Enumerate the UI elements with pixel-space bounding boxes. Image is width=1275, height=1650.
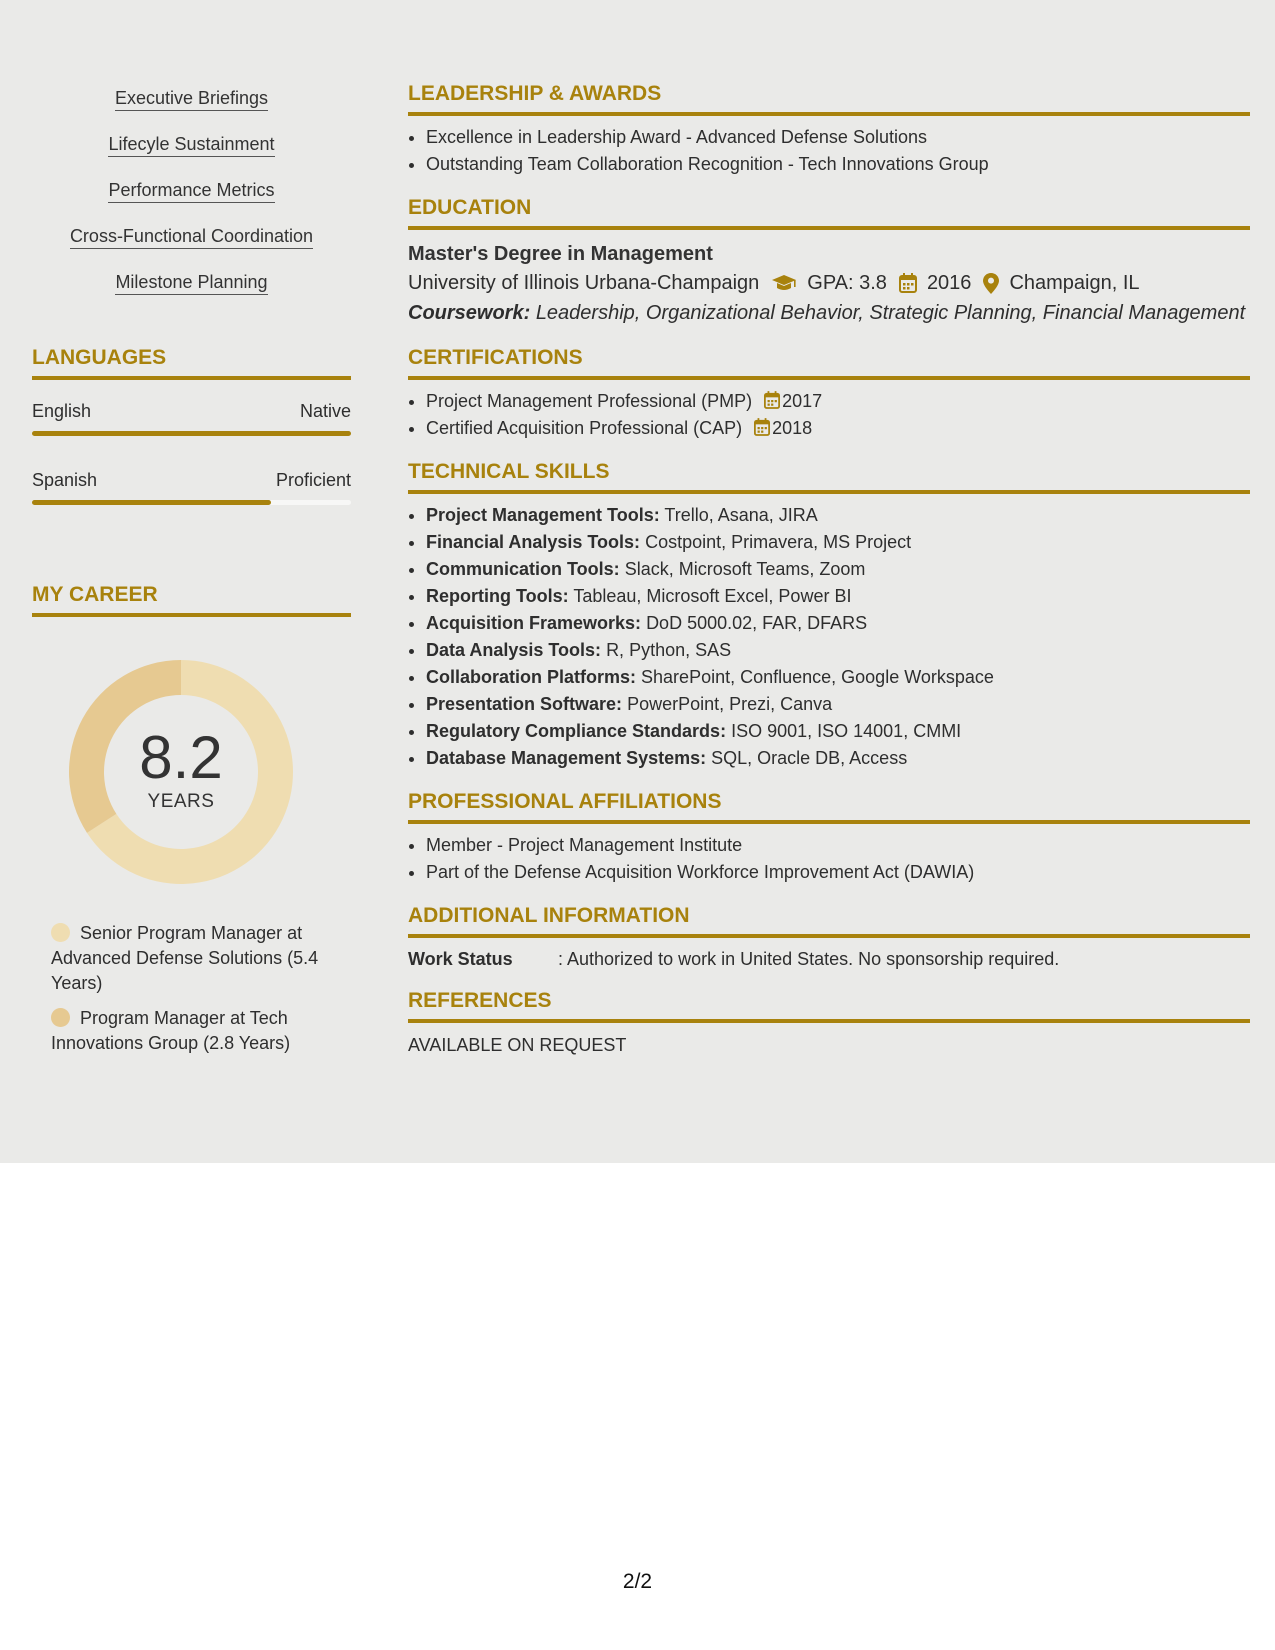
language-bar-fill [32, 431, 351, 436]
career-legend-label: Senior Program Manager at Advanced Defense Solutions (5.4 Years) [51, 923, 319, 993]
skill-label: Collaboration Platforms: [426, 667, 637, 687]
list-item [426, 664, 1250, 691]
language-level: Proficient [275, 470, 351, 490]
skill-label: Database Management Systems: [426, 748, 707, 768]
skill-label: Communication Tools: [426, 559, 620, 579]
skill-value: DoD 5000.02, FAR, DFARS [646, 613, 868, 633]
certifications-list [408, 388, 1250, 442]
coursework-label: Coursework: [408, 302, 531, 324]
list-item [426, 637, 1250, 664]
affiliations-section [408, 788, 1250, 886]
skill-value: R, Python, SAS [606, 640, 732, 660]
certification-year: 2018 [772, 418, 813, 438]
certifications-title: CERTIFICATIONS [408, 344, 1250, 380]
education-section [408, 194, 1250, 328]
degree-title: Master's Degree in Management [408, 243, 713, 265]
legend-dot [51, 1008, 70, 1027]
career-donut [66, 657, 296, 887]
technical-skills-title: TECHNICAL SKILLS [408, 458, 1250, 494]
list-item [426, 610, 1250, 637]
list-item [426, 718, 1250, 745]
career-legend-item [51, 1006, 331, 1056]
list-item [426, 556, 1250, 583]
skill-label: Data Analysis Tools: [426, 640, 602, 660]
list-item [426, 583, 1250, 610]
career-legend-item [51, 921, 331, 996]
leadership-section [408, 80, 1250, 178]
list-item [426, 745, 1250, 772]
certification-name: Certified Acquisition Professional (CAP) [426, 418, 743, 438]
page-number: 2/2 [622, 1570, 653, 1593]
legend-dot [51, 923, 70, 942]
language-name: English [32, 401, 92, 421]
graduation-cap-icon [771, 274, 797, 292]
skill-label: Regulatory Compliance Standards: [426, 721, 727, 741]
technical-skills-section [408, 458, 1250, 772]
skill-value: SharePoint, Confluence, Google Workspace [641, 667, 994, 687]
references-text: AVAILABLE ON REQUEST [408, 1035, 627, 1055]
calendar-icon [764, 391, 780, 409]
school-name: University of Illinois Urbana-Champaign [408, 272, 760, 294]
list-item: • Part of the Defense Acquisition Workforce Improvement Act (DAWIA) [426, 859, 1250, 886]
graduation-year: 2016 [926, 272, 972, 294]
career-legend [51, 921, 331, 1056]
skill-value: PowerPoint, Prezi, Canva [627, 694, 833, 714]
career-total-unit: YEARS [147, 791, 215, 812]
skill-value: Costpoint, Primavera, MS Project [645, 532, 912, 552]
references-section [408, 987, 1250, 1057]
main-content [408, 80, 1250, 1073]
skill-tag: Lifecyle Sustainment [108, 134, 274, 157]
skill-value: Slack, Microsoft Teams, Zoom [624, 559, 866, 579]
list-item: • Member - Project Management Institute [426, 832, 1250, 859]
affiliations-title: PROFESSIONAL AFFILIATIONS [408, 788, 1250, 824]
career-total-years: 8.2 [139, 724, 223, 791]
skill-value: SQL, Oracle DB, Access [711, 748, 908, 768]
leadership-title: LEADERSHIP & AWARDS [408, 80, 1250, 116]
language-bar-fill [32, 500, 271, 505]
skill-tag: Milestone Planning [115, 272, 267, 295]
languages-title: LANGUAGES [32, 344, 351, 380]
language-bar [32, 500, 351, 505]
gpa: GPA: 3.8 [807, 272, 887, 294]
additional-info-section [408, 902, 1250, 971]
references-title: REFERENCES [408, 987, 1250, 1023]
certification-name: Project Management Professional (PMP) [426, 391, 753, 411]
career-total [66, 657, 296, 887]
skill-label: Project Management Tools: [426, 505, 660, 525]
list-item: • Excellence in Leadership Award - Advanced Defense Solutions [426, 124, 1250, 151]
language-row [32, 469, 351, 491]
skill-tag: Cross-Functional Coordination [70, 226, 313, 249]
sidebar [32, 80, 351, 1066]
additional-info-title: ADDITIONAL INFORMATION [408, 902, 1250, 938]
career-legend-label: Program Manager at Tech Innovations Group (2.8 Years) [51, 1008, 291, 1053]
language-name: Spanish [32, 470, 98, 490]
skill-label: Financial Analysis Tools: [426, 532, 641, 552]
skill-tag: Performance Metrics [108, 180, 274, 203]
list-item [426, 529, 1250, 556]
language-row [32, 400, 351, 422]
career-title: MY CAREER [32, 581, 351, 617]
skill-label: Acquisition Frameworks: [426, 613, 642, 633]
map-pin-icon [983, 273, 999, 294]
certifications-section [408, 344, 1250, 442]
skill-label: Presentation Software: [426, 694, 623, 714]
list-item: • Outstanding Team Collaboration Recognition - Tech Innovations Group [426, 151, 1250, 178]
list-item [426, 691, 1250, 718]
skill-value: ISO 9001, ISO 14001, CMMI [731, 721, 962, 741]
certification-year: 2017 [782, 391, 823, 411]
work-status-label: Work Status [408, 949, 513, 969]
language-bar [32, 431, 351, 436]
skill-tag: Executive Briefings [115, 88, 268, 111]
education-title: EDUCATION [408, 194, 1250, 230]
technical-skills-list [408, 502, 1250, 772]
list-item [426, 502, 1250, 529]
calendar-icon [754, 418, 770, 436]
skill-value: Trello, Asana, JIRA [664, 505, 818, 525]
affiliations-list [408, 832, 1250, 886]
education-details [408, 268, 1250, 298]
language-level: Native [299, 401, 351, 421]
school-location: Champaign, IL [1009, 272, 1140, 294]
skill-label: Reporting Tools: [426, 586, 569, 606]
leadership-list [408, 124, 1250, 178]
coursework-list: Leadership, Organizational Behavior, Strategic Planning, Financial Management [535, 302, 1246, 324]
coursework [408, 298, 1250, 328]
work-status-value: : Authorized to work in United States. No sponsorship required. [558, 949, 1060, 969]
calendar-icon [899, 273, 917, 293]
list-item [426, 388, 1250, 415]
skill-value: Tableau, Microsoft Excel, Power BI [573, 586, 852, 606]
career-section [32, 581, 351, 1056]
skill-tags [32, 80, 351, 310]
list-item [426, 415, 1250, 442]
work-status [408, 947, 1250, 971]
languages-section [32, 344, 351, 505]
